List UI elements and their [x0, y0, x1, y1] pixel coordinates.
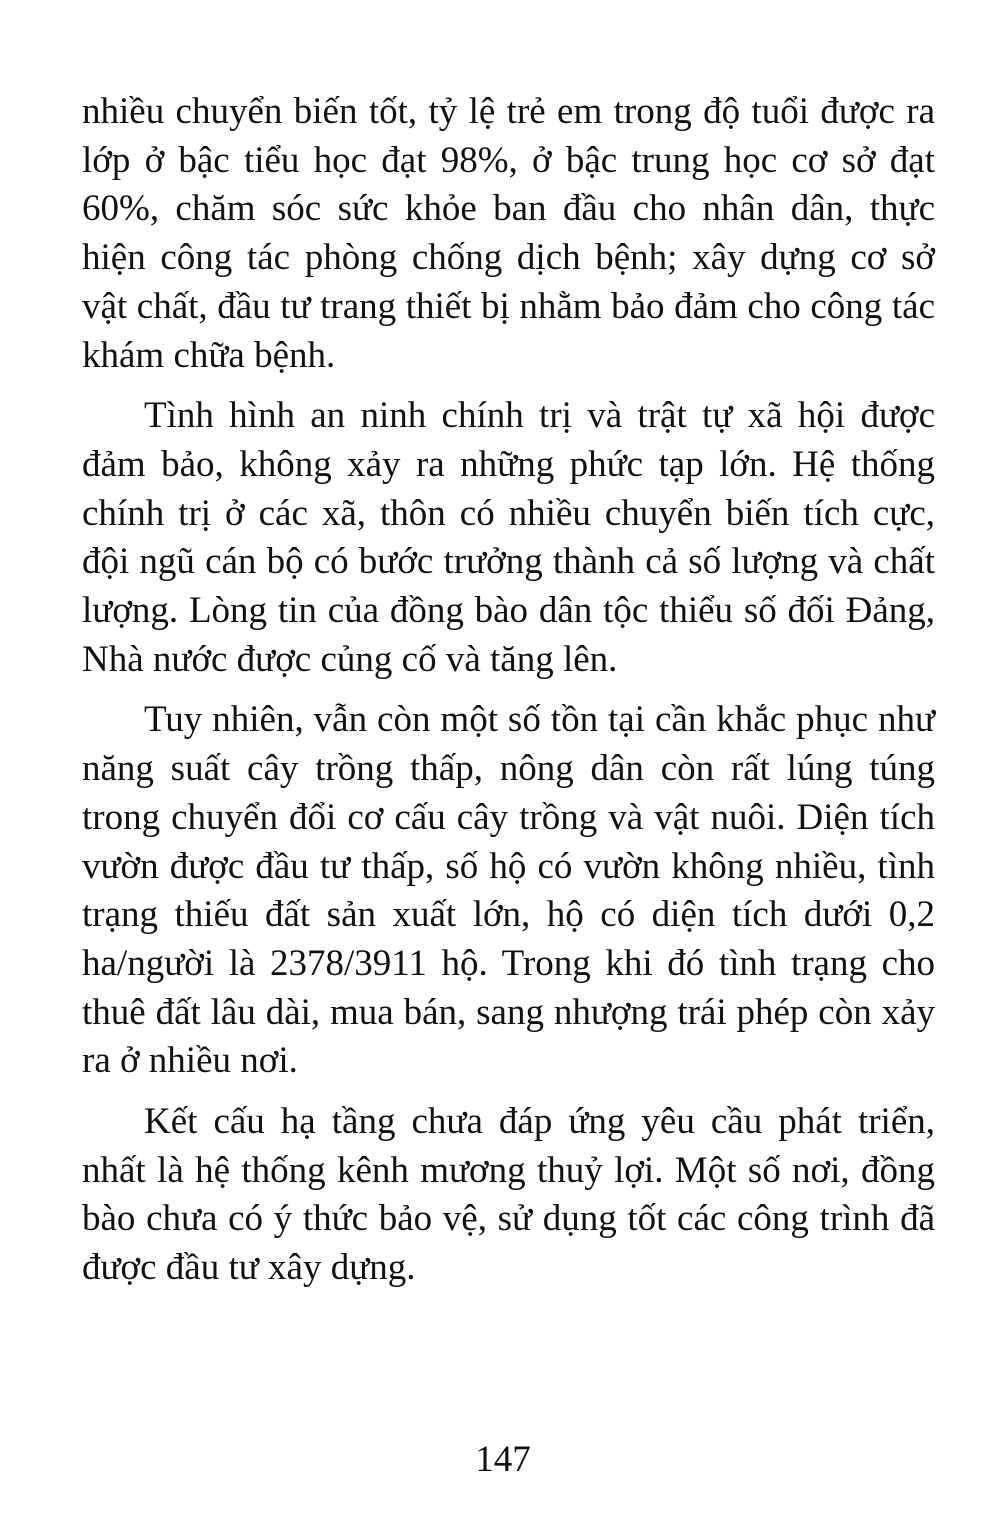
- paragraph-limitations: Tuy nhiên, vẫn còn một số tồn tại cần khắc phục như năng suất cây trồng thấp, nông dân còn rất lúng túng trong chuyển đổi cơ cấu cây trồng và vật nuôi. Diện tích vườn được đầu tư thấp, số hộ có vườn không nhiều, tình trạng thiếu đất sản xuất lớn, hộ có diện tích dưới 0,2 ha/người là 2378/3911 hộ. Trong khi đó tình trạng cho thuê đất lâu dài, mua bán, sang nhượng trái phép còn xảy ra ở nhiều nơi.: [82, 699, 935, 1082]
- page-number: 147: [475, 1439, 531, 1480]
- page-body: [82, 88, 935, 1305]
- paragraph-infrastructure: Kết cấu hạ tầng chưa đáp ứng yêu cầu phát triển, nhất là hệ thống kênh mương thuỷ lợi. Một số nơi, đồng bào chưa có ý thức bảo vệ, sử dụng tốt các công trình đã được đầu tư xây dựng.: [82, 1101, 935, 1289]
- paragraph-security: Tình hình an ninh chính trị và trật tự xã hội được đảm bảo, không xảy ra những phức tạp lớn. Hệ thống chính trị ở các xã, thôn có nhiều chuyển biến tích cực, đội ngũ cán bộ có bước trưởng thành cả số lượng và chất lượng. Lòng tin của đồng bào dân tộc thiểu số đối Đảng, Nhà nước được củng cố và tăng lên.: [82, 395, 935, 680]
- paragraph-continuation: nhiều chuyển biến tốt, tỷ lệ trẻ em trong độ tuổi được ra lớp ở bậc tiểu học đạt 98%, ở bậc trung học cơ sở đạt 60%, chăm sóc sức khỏe ban đầu cho nhân dân, thực hiện công tác phòng chống dịch bệnh; xây dựng cơ sở vật chất, đầu tư trang thiết bị nhằm bảo đảm cho công tác khám chữa bệnh.: [82, 91, 935, 376]
